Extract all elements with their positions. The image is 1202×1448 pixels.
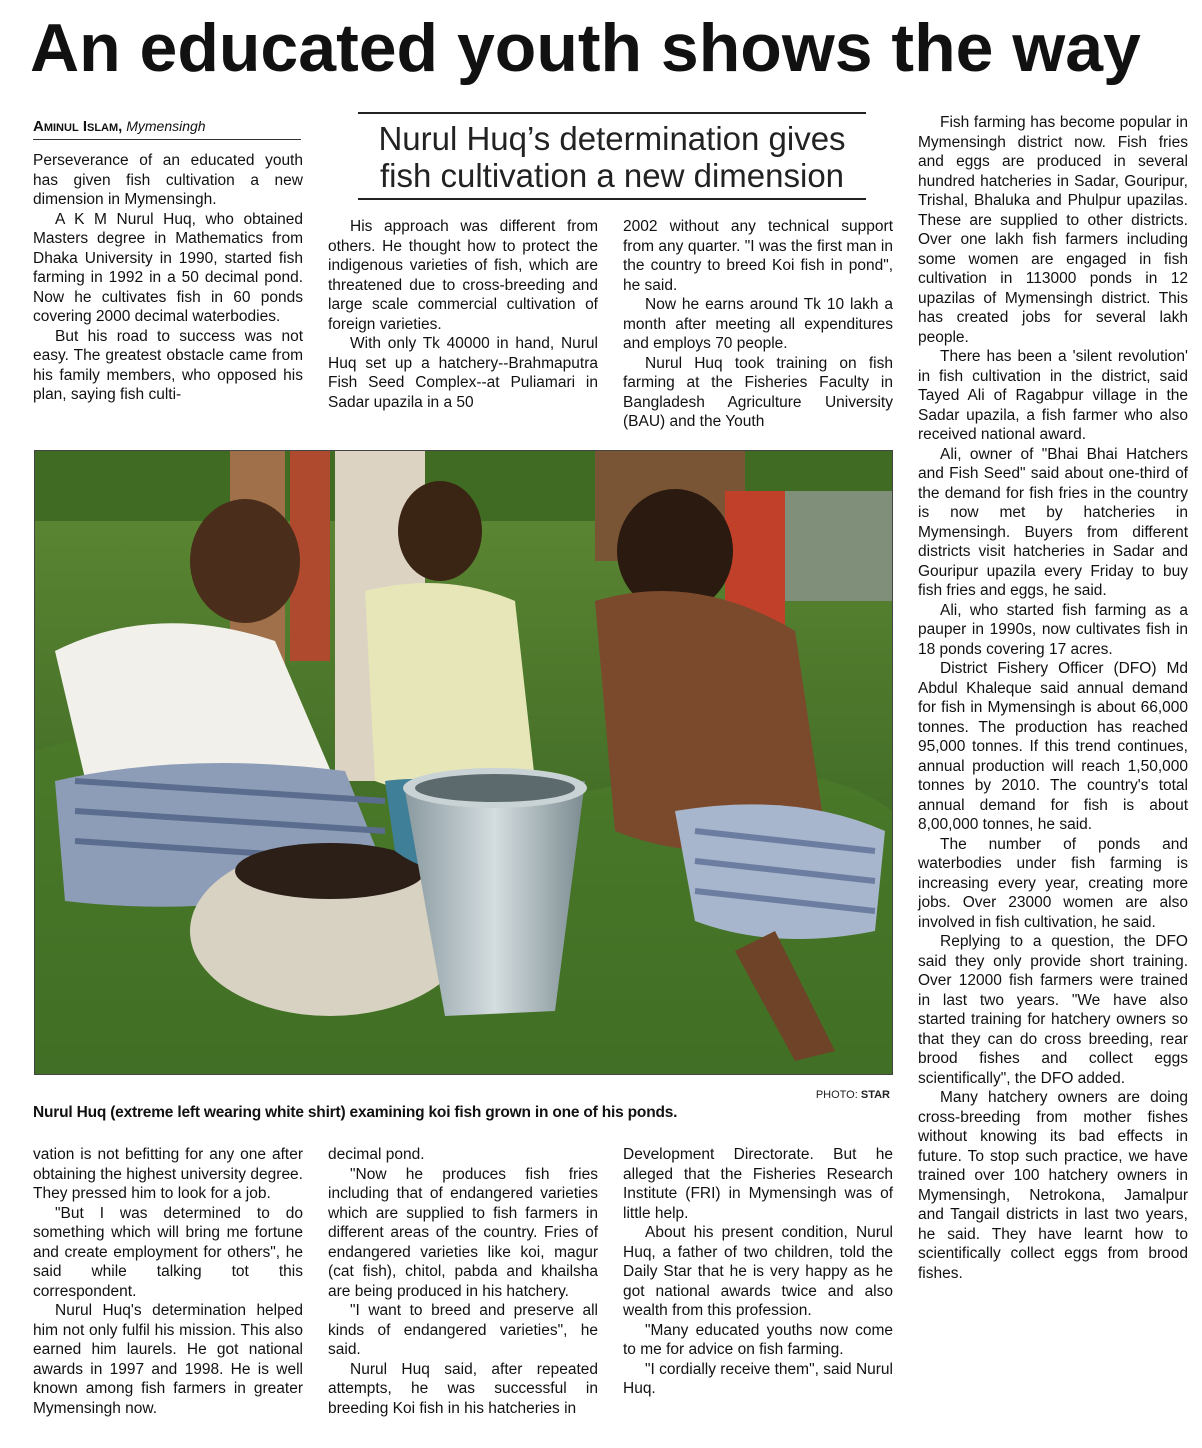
- paragraph: Ali, who started fish farming as a pauper in 1990s, now cultivates fish in 18 ponds covering 17 acres.: [918, 601, 1188, 658]
- paragraph: "I cordially receive them", said Nurul Huq.: [623, 1360, 893, 1397]
- paragraph: 2002 without any technical support from any quarter. "I was the first man in the country to breed Koi fish in pond", he said.: [623, 218, 893, 294]
- paragraph: Nurul Huq's determination helped him not only fulfil his mission. This also earned him laurels. He got national awards in 1997 and 1998. He is well known among fish farmers in greater Mymensingh now.: [33, 1302, 303, 1417]
- paragraph: "Many educated youths now come to me for advice on fish farming.: [623, 1321, 893, 1358]
- paragraph: Replying to a question, the DFO said they only provide short training. Over 12000 fish farmers were trained in last two years. "We have also started training for hatchery owners so that they can do cross breeding, rear brood fishes and collect eggs scientifically", the DFO added.: [918, 933, 1188, 1087]
- author-location: Mymensingh: [126, 118, 206, 134]
- deck-subheadline: Nurul Huq’s determination gives fish cultivation a new dimension: [358, 112, 866, 200]
- paragraph: vation is not befitting for any one after obtaining the highest university degree. They pressed him to look for a job.: [33, 1146, 303, 1202]
- column-1-bottom: [33, 1145, 303, 1418]
- photo-credit-prefix: PHOTO:: [815, 1089, 858, 1101]
- paragraph: With only Tk 40000 in hand, Nurul Huq set up a hatchery--Brahmaputra Fish Seed Complex--at Puliamari in Sadar upazila in a 50: [328, 335, 598, 411]
- paragraph: The number of ponds and waterbodies under fish farming is increasing every year, creating more jobs. Over 23000 women are also involved in fish cultivation, he said.: [918, 835, 1188, 931]
- photo-illustration: [35, 451, 892, 1074]
- paragraph: Perseverance of an educated youth has given fish cultivation a new dimension in Mymensingh.: [33, 152, 303, 208]
- paragraph: Now he earns around Tk 10 lakh a month after meeting all expenditures and employs 70 people.: [623, 296, 893, 352]
- paragraph: There has been a 'silent revolution' in fish cultivation in the district, said Tayed Ali of Ragabpur village in the Sadar upazila, a fish farmer who also received national award.: [918, 348, 1188, 443]
- paragraph: "Now he produces fish fries including that of endangered varieties which are supplied to fish farmers in different areas of the country. Fries of endangered varieties like koi, magur (cat fish), chitol, pabda and khailsha are being produced in his hatchery.: [328, 1165, 598, 1300]
- paragraph: "I want to breed and preserve all kinds of endangered varieties", he said.: [328, 1302, 598, 1358]
- column-3-bottom: [623, 1145, 893, 1399]
- news-photo: [34, 450, 893, 1075]
- paragraph: District Fishery Officer (DFO) Md Abdul Khaleque said annual demand for fish in Mymensingh is about 66,000 tonnes. The production has reached 95,000 tonnes. If this trend continues, annual production will reach 1,50,000 tonnes by 2010. The country's total annual demand for fish is about 8,00,000 tonnes, he said.: [918, 660, 1188, 833]
- paragraph: Ali, owner of "Bhai Bhai Hatchers and Fish Seed" said about one-third of the demand for fish fries in the country is now met by hatcheries in Mymensingh. Buyers from different districts visit hatcheries in Sadar and Gouripur upazila every Friday to buy fish fries and eggs, he said.: [918, 445, 1188, 599]
- paragraph: But his road to success was not easy. The greatest obstacle came from his family members, who opposed his plan, saying fish culti-: [33, 327, 303, 403]
- paragraph: Fish farming has become popular in Mymensingh district now. Fish fries and eggs are produced in several hundred hatcheries in Sadar, Gouripur, Trishal, Bhaluka and Phulpur upazilas. These are supplied to other districts. Over one lakh fish farmers including some women are engaged in fish cultivation in 113000 ponds in 12 upazilas of Mymensingh district. This has created jobs for several lakh people.: [918, 114, 1188, 346]
- paragraph: Nurul Huq said, after repeated attempts, he was successful in breeding Koi fish in his hatcheries in: [328, 1360, 598, 1417]
- author-name: Aminul Islam,: [33, 118, 123, 135]
- photo-caption: Nurul Huq (extreme left wearing white shirt) examining koi fish grown in one of his ponds.: [33, 1104, 678, 1121]
- paragraph: A K M Nurul Huq, who obtained Masters degree in Mathematics from Dhaka University in 1990, started fish farming in 1992 in a 50 decimal pond. Now he cultivates fish in 60 ponds covering 2000 decimal waterbodies.: [33, 210, 303, 325]
- headline: An educated youth shows the way: [30, 10, 1141, 86]
- paragraph: Nurul Huq took training on fish farming at the Fisheries Faculty in Bangladesh Agriculture University (BAU) and the Youth: [623, 354, 893, 430]
- paragraph: His approach was different from others. He thought how to protect the indigenous varieties of fish, which are threatened due to cross-breeding and large scale commercial cultivation of foreign varieties.: [328, 218, 598, 333]
- paragraph: Many hatchery owners are doing cross-breeding from mother fishes without knowing its bad effects in future. To stop such practice, we have trained over 100 hatchery owners in Mymensingh, Netrokona, Jamalpur and Tangail districts in last two years, he said. They have learnt how to scientifically collect eggs from brood fishes.: [918, 1089, 1188, 1282]
- column-3-top: [623, 217, 893, 432]
- paragraph: About his present condition, Nurul Huq, a father of two children, told the Daily Star that he is very happy as he got national awards twice and also wealth from this profession.: [623, 1224, 893, 1319]
- column-2-top: [328, 217, 598, 412]
- byline: [33, 117, 301, 140]
- photo-credit: [780, 1089, 890, 1101]
- column-2-bottom: [328, 1145, 598, 1418]
- column-4: [918, 113, 1188, 1283]
- paragraph: "But I was determined to do something which will bring me fortune and create employment for others", he said while talking tot this correspondent.: [33, 1204, 303, 1300]
- column-1-top: [33, 151, 303, 405]
- paragraph: Development Directorate. But he alleged that the Fisheries Research Institute (FRI) in Mymensingh was of little help.: [623, 1146, 893, 1222]
- paragraph: decimal pond.: [328, 1146, 425, 1163]
- photo-credit-source: STAR: [860, 1089, 890, 1101]
